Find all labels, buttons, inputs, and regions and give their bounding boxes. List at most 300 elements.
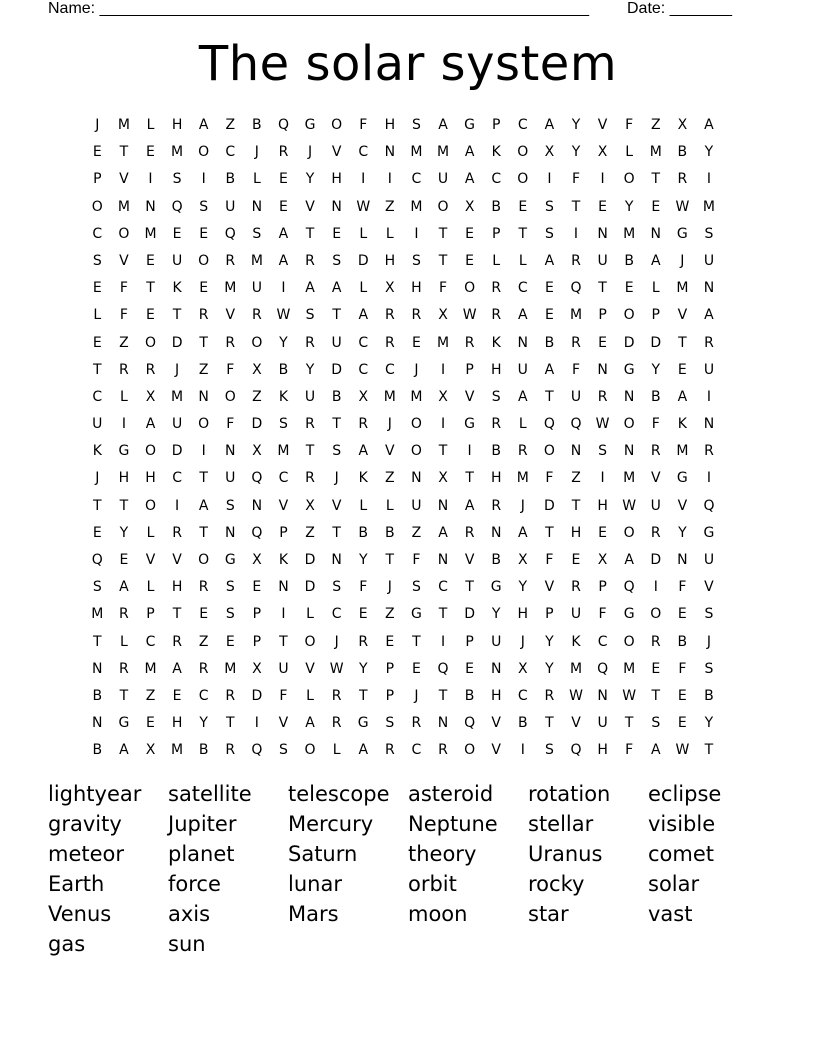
grid-letter[interactable]: M bbox=[516, 470, 529, 487]
grid-letter[interactable]: C bbox=[358, 334, 369, 351]
grid-letter[interactable]: A bbox=[518, 307, 528, 324]
grid-letter[interactable]: E bbox=[465, 252, 475, 269]
grid-letter[interactable]: T bbox=[624, 715, 634, 732]
grid-letter[interactable]: X bbox=[145, 388, 156, 405]
grid-letter[interactable]: O bbox=[517, 144, 529, 161]
grid-letter[interactable]: Q bbox=[570, 280, 582, 297]
grid-letter[interactable]: P bbox=[598, 307, 607, 324]
grid-letter[interactable]: R bbox=[464, 524, 475, 541]
grid-letter[interactable]: F bbox=[226, 416, 235, 433]
grid-letter[interactable]: D bbox=[251, 687, 263, 704]
grid-letter[interactable]: A bbox=[464, 144, 475, 161]
grid-letter[interactable]: U bbox=[570, 606, 582, 623]
grid-letter[interactable]: O bbox=[410, 443, 422, 460]
grid-letter[interactable]: A bbox=[464, 171, 475, 188]
grid-letter[interactable]: R bbox=[704, 334, 714, 351]
grid-letter[interactable]: H bbox=[570, 524, 582, 541]
grid-letter[interactable]: V bbox=[491, 742, 501, 759]
grid-letter[interactable]: K bbox=[278, 552, 289, 568]
grid-letter[interactable]: C bbox=[491, 171, 502, 188]
grid-letter[interactable]: J bbox=[706, 633, 712, 650]
grid-letter[interactable]: T bbox=[438, 443, 448, 460]
grid-letter[interactable]: M bbox=[144, 225, 157, 242]
grid-letter[interactable]: T bbox=[146, 280, 155, 297]
grid-letter[interactable]: V bbox=[331, 144, 342, 161]
grid-letter[interactable]: B bbox=[358, 524, 369, 541]
grid-letter[interactable]: T bbox=[119, 687, 129, 704]
grid-letter[interactable]: H bbox=[411, 280, 422, 297]
grid-letter[interactable]: A bbox=[518, 524, 528, 541]
grid-letter[interactable]: E bbox=[465, 660, 475, 677]
grid-letter[interactable]: U bbox=[171, 416, 183, 433]
grid-letter[interactable]: S bbox=[332, 443, 342, 460]
grid-letter[interactable]: R bbox=[278, 144, 289, 161]
grid-letter[interactable]: T bbox=[93, 361, 102, 378]
grid-letter[interactable]: P bbox=[279, 524, 288, 541]
grid-letter[interactable]: O bbox=[198, 416, 210, 433]
grid-letter[interactable]: I bbox=[706, 171, 712, 188]
grid-letter[interactable]: O bbox=[224, 388, 236, 405]
grid-letter[interactable]: H bbox=[490, 361, 502, 378]
grid-letter[interactable]: Q bbox=[277, 117, 289, 133]
grid-letter[interactable]: M bbox=[623, 660, 636, 677]
grid-letter[interactable]: M bbox=[569, 307, 583, 324]
grid-letter[interactable]: M bbox=[676, 280, 689, 297]
grid-letter[interactable]: T bbox=[93, 497, 102, 514]
grid-letter[interactable]: R bbox=[384, 307, 395, 324]
grid-letter[interactable]: P bbox=[491, 225, 501, 242]
grid-letter[interactable]: H bbox=[331, 171, 342, 188]
grid-letter[interactable]: N bbox=[225, 443, 236, 460]
grid-letter[interactable]: D bbox=[304, 552, 316, 568]
grid-letter[interactable]: A bbox=[331, 280, 342, 297]
grid-letter[interactable]: L bbox=[359, 497, 368, 514]
grid-letter[interactable]: I bbox=[440, 416, 446, 433]
grid-letter[interactable]: E bbox=[571, 552, 581, 568]
grid-letter[interactable]: R bbox=[225, 334, 236, 351]
grid-letter[interactable]: S bbox=[651, 715, 661, 732]
grid-letter[interactable]: Q bbox=[251, 742, 263, 759]
grid-letter[interactable]: R bbox=[650, 524, 661, 541]
grid-letter[interactable]: G bbox=[676, 225, 688, 242]
grid-letter[interactable]: Y bbox=[491, 606, 501, 623]
grid-letter[interactable]: R bbox=[544, 687, 555, 704]
grid-letter[interactable]: Q bbox=[91, 552, 103, 568]
grid-letter[interactable]: E bbox=[411, 660, 421, 677]
grid-letter[interactable]: C bbox=[278, 470, 289, 487]
grid-letter[interactable]: Q bbox=[570, 416, 582, 433]
grid-letter[interactable]: V bbox=[650, 470, 661, 487]
grid-letter[interactable]: A bbox=[119, 579, 129, 596]
grid-letter[interactable]: L bbox=[146, 117, 155, 133]
grid-letter[interactable]: L bbox=[93, 307, 102, 324]
grid-letter[interactable]: L bbox=[146, 579, 155, 596]
grid-letter[interactable]: D bbox=[251, 416, 263, 433]
grid-letter[interactable]: U bbox=[171, 252, 183, 269]
grid-letter[interactable]: V bbox=[704, 579, 714, 596]
grid-letter[interactable]: S bbox=[544, 198, 554, 215]
grid-letter[interactable]: R bbox=[119, 660, 129, 677]
grid-letter[interactable]: A bbox=[544, 361, 555, 378]
grid-letter[interactable]: V bbox=[544, 579, 555, 596]
grid-letter[interactable]: L bbox=[119, 633, 128, 650]
grid-letter[interactable]: M bbox=[91, 606, 104, 623]
grid-letter[interactable]: Q bbox=[543, 416, 555, 433]
grid-letter[interactable]: O bbox=[543, 443, 555, 460]
grid-letter[interactable]: T bbox=[438, 687, 448, 704]
grid-letter[interactable]: T bbox=[571, 198, 581, 215]
grid-letter[interactable]: U bbox=[650, 497, 661, 514]
grid-letter[interactable]: N bbox=[437, 497, 449, 514]
grid-letter[interactable]: L bbox=[492, 252, 501, 269]
grid-letter[interactable]: S bbox=[279, 416, 288, 433]
grid-letter[interactable]: V bbox=[464, 552, 475, 568]
grid-letter[interactable]: T bbox=[465, 470, 474, 487]
grid-letter[interactable]: A bbox=[704, 307, 714, 324]
grid-letter[interactable]: F bbox=[412, 552, 421, 568]
grid-letter[interactable]: E bbox=[119, 552, 129, 568]
grid-letter[interactable]: Y bbox=[305, 171, 315, 188]
grid-letter[interactable]: X bbox=[677, 117, 688, 133]
grid-letter[interactable]: V bbox=[305, 198, 315, 215]
grid-letter[interactable]: M bbox=[436, 144, 450, 161]
grid-letter[interactable]: O bbox=[144, 497, 156, 514]
grid-letter[interactable]: U bbox=[597, 715, 608, 732]
grid-letter[interactable]: S bbox=[332, 252, 342, 269]
grid-letter[interactable]: R bbox=[358, 416, 369, 433]
grid-letter[interactable]: I bbox=[414, 225, 419, 242]
grid-letter[interactable]: P bbox=[252, 633, 262, 650]
grid-letter[interactable]: N bbox=[225, 524, 236, 541]
grid-letter[interactable]: T bbox=[332, 416, 341, 433]
grid-letter[interactable]: I bbox=[175, 497, 180, 514]
grid-letter[interactable]: H bbox=[171, 715, 183, 732]
grid-letter[interactable]: K bbox=[677, 416, 687, 433]
grid-letter[interactable]: N bbox=[597, 225, 608, 242]
grid-letter[interactable]: L bbox=[332, 742, 341, 759]
grid-letter[interactable]: O bbox=[198, 252, 210, 269]
grid-letter[interactable]: F bbox=[119, 280, 128, 297]
grid-letter[interactable]: R bbox=[358, 633, 369, 650]
grid-letter[interactable]: O bbox=[650, 606, 662, 623]
grid-letter[interactable]: G bbox=[304, 117, 316, 133]
grid-letter[interactable]: H bbox=[597, 497, 608, 514]
grid-letter[interactable]: Y bbox=[571, 144, 581, 161]
grid-letter[interactable]: V bbox=[597, 117, 608, 133]
grid-letter[interactable]: B bbox=[464, 687, 475, 704]
grid-letter[interactable]: P bbox=[491, 117, 501, 133]
grid-letter[interactable]: M bbox=[410, 198, 423, 215]
grid-letter[interactable]: H bbox=[517, 606, 529, 623]
grid-letter[interactable]: I bbox=[520, 742, 525, 759]
grid-letter[interactable]: F bbox=[545, 470, 554, 487]
grid-letter[interactable]: F bbox=[625, 117, 634, 133]
grid-letter[interactable]: J bbox=[254, 144, 259, 161]
grid-letter[interactable]: D bbox=[650, 334, 662, 351]
grid-letter[interactable]: F bbox=[359, 117, 368, 133]
grid-letter[interactable]: Y bbox=[358, 660, 368, 677]
grid-letter[interactable]: T bbox=[199, 334, 208, 351]
grid-letter[interactable]: E bbox=[172, 687, 182, 704]
grid-letter[interactable]: E bbox=[518, 198, 528, 215]
grid-letter[interactable]: H bbox=[145, 470, 156, 487]
grid-letter[interactable]: T bbox=[358, 687, 368, 704]
grid-letter[interactable]: T bbox=[172, 606, 182, 623]
grid-letter[interactable]: X bbox=[438, 470, 448, 487]
grid-letter[interactable]: Z bbox=[145, 687, 156, 704]
grid-letter[interactable]: I bbox=[440, 361, 446, 378]
grid-letter[interactable]: O bbox=[410, 416, 422, 433]
grid-letter[interactable]: B bbox=[650, 388, 661, 405]
grid-letter[interactable]: Z bbox=[252, 388, 262, 405]
grid-letter[interactable]: U bbox=[251, 280, 262, 297]
grid-letter[interactable]: A bbox=[172, 660, 182, 677]
grid-letter[interactable]: F bbox=[625, 742, 634, 759]
grid-letter[interactable]: E bbox=[677, 361, 687, 378]
grid-letter[interactable]: T bbox=[199, 524, 208, 541]
grid-letter[interactable]: J bbox=[175, 361, 180, 378]
grid-letter[interactable]: V bbox=[677, 307, 688, 324]
grid-letter[interactable]: E bbox=[624, 280, 634, 297]
grid-letter[interactable]: U bbox=[304, 388, 316, 405]
grid-letter[interactable]: E bbox=[651, 198, 661, 215]
grid-letter[interactable]: N bbox=[490, 524, 502, 541]
grid-letter[interactable]: N bbox=[437, 715, 449, 732]
grid-letter[interactable]: N bbox=[703, 280, 715, 297]
grid-letter[interactable]: L bbox=[119, 388, 128, 405]
grid-letter[interactable]: S bbox=[279, 742, 288, 759]
grid-letter[interactable]: Q bbox=[623, 579, 635, 596]
grid-letter[interactable]: A bbox=[305, 280, 315, 297]
grid-letter[interactable]: W bbox=[462, 307, 477, 324]
grid-letter[interactable]: L bbox=[359, 225, 368, 242]
grid-letter[interactable]: M bbox=[250, 252, 263, 269]
grid-letter[interactable]: Q bbox=[224, 225, 236, 242]
grid-letter[interactable]: V bbox=[119, 252, 129, 269]
grid-letter[interactable]: T bbox=[465, 579, 474, 596]
grid-letter[interactable]: Z bbox=[305, 524, 315, 541]
grid-letter[interactable]: R bbox=[650, 443, 661, 460]
grid-letter[interactable]: B bbox=[198, 742, 209, 759]
grid-letter[interactable]: K bbox=[358, 470, 368, 487]
grid-letter[interactable]: O bbox=[144, 334, 156, 351]
grid-letter[interactable]: I bbox=[361, 171, 366, 188]
grid-letter[interactable]: T bbox=[332, 524, 341, 541]
grid-letter[interactable]: G bbox=[490, 579, 502, 596]
grid-letter[interactable]: H bbox=[118, 470, 130, 487]
grid-letter[interactable]: O bbox=[198, 144, 210, 161]
grid-letter[interactable]: F bbox=[598, 606, 607, 623]
grid-letter[interactable]: D bbox=[544, 497, 555, 514]
grid-letter[interactable]: S bbox=[92, 579, 102, 596]
grid-letter[interactable]: U bbox=[225, 470, 236, 487]
grid-letter[interactable]: F bbox=[438, 280, 448, 297]
grid-letter[interactable]: N bbox=[650, 225, 661, 242]
grid-letter[interactable]: U bbox=[411, 497, 422, 514]
grid-letter[interactable]: G bbox=[410, 606, 422, 623]
grid-letter[interactable]: L bbox=[385, 225, 394, 242]
grid-letter[interactable]: E bbox=[199, 606, 209, 623]
grid-letter[interactable]: V bbox=[119, 171, 129, 188]
grid-letter[interactable]: P bbox=[598, 579, 607, 596]
grid-letter[interactable]: I bbox=[254, 715, 259, 732]
grid-letter[interactable]: M bbox=[623, 225, 636, 242]
grid-letter[interactable]: R bbox=[305, 334, 315, 351]
grid-letter[interactable]: E bbox=[598, 334, 607, 351]
grid-letter[interactable]: Q bbox=[703, 497, 715, 514]
grid-letter[interactable]: N bbox=[92, 715, 103, 732]
grid-letter[interactable]: R bbox=[571, 334, 581, 351]
grid-letter[interactable]: T bbox=[119, 497, 129, 514]
grid-letter[interactable]: P bbox=[545, 606, 554, 623]
grid-letter[interactable]: H bbox=[384, 117, 396, 133]
grid-letter[interactable]: C bbox=[92, 388, 103, 405]
grid-letter[interactable]: I bbox=[573, 225, 579, 242]
grid-letter[interactable]: R bbox=[172, 633, 182, 650]
grid-letter[interactable]: O bbox=[304, 633, 316, 650]
grid-letter[interactable]: S bbox=[544, 225, 554, 242]
grid-letter[interactable]: R bbox=[464, 334, 475, 351]
grid-letter[interactable]: H bbox=[384, 252, 396, 269]
grid-letter[interactable]: B bbox=[544, 334, 555, 351]
grid-letter[interactable]: K bbox=[491, 144, 501, 161]
grid-letter[interactable]: F bbox=[226, 361, 235, 378]
grid-letter[interactable]: B bbox=[92, 742, 103, 759]
grid-letter[interactable]: I bbox=[706, 388, 712, 405]
grid-letter[interactable]: W bbox=[675, 198, 690, 215]
grid-letter[interactable]: N bbox=[597, 361, 608, 378]
grid-letter[interactable]: N bbox=[331, 198, 342, 215]
grid-letter[interactable]: N bbox=[677, 552, 688, 568]
grid-letter[interactable]: C bbox=[384, 361, 395, 378]
grid-letter[interactable]: E bbox=[544, 307, 554, 324]
grid-letter[interactable]: F bbox=[571, 171, 581, 188]
grid-letter[interactable]: R bbox=[438, 742, 448, 759]
grid-letter[interactable]: Y bbox=[199, 715, 208, 732]
grid-letter[interactable]: S bbox=[252, 225, 262, 242]
grid-letter[interactable]: X bbox=[597, 144, 608, 161]
grid-letter[interactable]: S bbox=[385, 715, 395, 732]
grid-letter[interactable]: E bbox=[146, 307, 155, 324]
grid-letter[interactable]: M bbox=[383, 388, 396, 405]
grid-letter[interactable]: Y bbox=[545, 633, 554, 650]
grid-letter[interactable]: E bbox=[677, 606, 687, 623]
grid-letter[interactable]: R bbox=[384, 742, 395, 759]
grid-letter[interactable]: E bbox=[225, 633, 235, 650]
grid-letter[interactable]: A bbox=[358, 443, 369, 460]
grid-letter[interactable]: A bbox=[438, 117, 448, 133]
grid-letter[interactable]: E bbox=[279, 198, 288, 215]
grid-letter[interactable]: A bbox=[518, 388, 528, 405]
grid-letter[interactable]: Z bbox=[198, 633, 209, 650]
grid-letter[interactable]: O bbox=[623, 524, 635, 541]
grid-letter[interactable]: B bbox=[92, 687, 103, 704]
grid-letter[interactable]: O bbox=[144, 443, 156, 460]
grid-letter[interactable]: Z bbox=[411, 524, 422, 541]
grid-letter[interactable]: R bbox=[571, 252, 581, 269]
grid-letter[interactable]: I bbox=[547, 171, 552, 188]
grid-letter[interactable]: S bbox=[598, 443, 608, 460]
grid-letter[interactable]: O bbox=[623, 633, 635, 650]
grid-letter[interactable]: Z bbox=[225, 117, 236, 133]
grid-letter[interactable]: E bbox=[252, 579, 262, 596]
grid-letter[interactable]: G bbox=[464, 416, 476, 433]
grid-letter[interactable]: I bbox=[281, 280, 286, 297]
grid-letter[interactable]: S bbox=[704, 660, 714, 677]
grid-letter[interactable]: J bbox=[334, 470, 339, 487]
grid-letter[interactable]: Y bbox=[119, 524, 129, 541]
grid-letter[interactable]: I bbox=[121, 416, 126, 433]
grid-letter[interactable]: V bbox=[331, 497, 342, 514]
grid-letter[interactable]: R bbox=[119, 606, 129, 623]
grid-letter[interactable]: B bbox=[278, 361, 289, 378]
grid-letter[interactable]: M bbox=[144, 660, 157, 677]
grid-letter[interactable]: A bbox=[278, 252, 289, 269]
grid-letter[interactable]: M bbox=[117, 117, 130, 133]
grid-letter[interactable]: R bbox=[384, 334, 395, 351]
grid-letter[interactable]: L bbox=[385, 497, 394, 514]
grid-letter[interactable]: K bbox=[92, 443, 102, 460]
grid-letter[interactable]: V bbox=[145, 552, 156, 568]
grid-letter[interactable]: E bbox=[411, 334, 421, 351]
grid-letter[interactable]: F bbox=[571, 361, 581, 378]
grid-letter[interactable]: B bbox=[677, 144, 688, 161]
grid-letter[interactable]: B bbox=[252, 117, 262, 133]
grid-letter[interactable]: M bbox=[171, 144, 184, 161]
grid-letter[interactable]: A bbox=[358, 742, 369, 759]
grid-letter[interactable]: W bbox=[356, 198, 371, 215]
grid-letter[interactable]: T bbox=[279, 633, 288, 650]
grid-letter[interactable]: T bbox=[545, 715, 554, 732]
grid-letter[interactable]: B bbox=[491, 198, 501, 215]
grid-letter[interactable]: N bbox=[570, 443, 582, 460]
grid-letter[interactable]: W bbox=[595, 416, 610, 433]
grid-letter[interactable]: Z bbox=[385, 606, 395, 623]
grid-letter[interactable]: E bbox=[465, 225, 475, 242]
grid-letter[interactable]: C bbox=[517, 280, 528, 297]
grid-letter[interactable]: E bbox=[172, 225, 182, 242]
grid-letter[interactable]: R bbox=[225, 687, 236, 704]
grid-letter[interactable]: S bbox=[411, 117, 421, 133]
grid-letter[interactable]: D bbox=[304, 579, 316, 596]
grid-letter[interactable]: R bbox=[677, 171, 688, 188]
grid-letter[interactable]: R bbox=[704, 443, 714, 460]
grid-letter[interactable]: W bbox=[329, 660, 344, 677]
grid-letter[interactable]: X bbox=[597, 552, 608, 568]
grid-letter[interactable]: Y bbox=[358, 552, 368, 568]
grid-letter[interactable]: M bbox=[224, 280, 237, 297]
grid-letter[interactable]: G bbox=[118, 715, 130, 732]
grid-letter[interactable]: R bbox=[517, 443, 528, 460]
grid-letter[interactable]: J bbox=[307, 144, 313, 161]
grid-letter[interactable]: G bbox=[464, 117, 476, 133]
grid-letter[interactable]: E bbox=[544, 280, 554, 297]
grid-letter[interactable]: W bbox=[622, 497, 637, 514]
grid-letter[interactable]: Y bbox=[545, 660, 554, 677]
grid-letter[interactable]: F bbox=[545, 552, 554, 568]
grid-letter[interactable]: R bbox=[225, 252, 236, 269]
grid-letter[interactable]: E bbox=[358, 606, 368, 623]
grid-letter[interactable]: U bbox=[92, 416, 103, 433]
grid-letter[interactable]: U bbox=[331, 334, 342, 351]
grid-letter[interactable]: K bbox=[491, 334, 501, 351]
grid-letter[interactable]: P bbox=[385, 660, 395, 677]
grid-letter[interactable]: N bbox=[597, 687, 608, 704]
grid-letter[interactable]: M bbox=[171, 388, 184, 405]
grid-letter[interactable]: A bbox=[305, 715, 315, 732]
grid-letter[interactable]: N bbox=[251, 198, 263, 215]
grid-letter[interactable]: Z bbox=[571, 470, 581, 487]
